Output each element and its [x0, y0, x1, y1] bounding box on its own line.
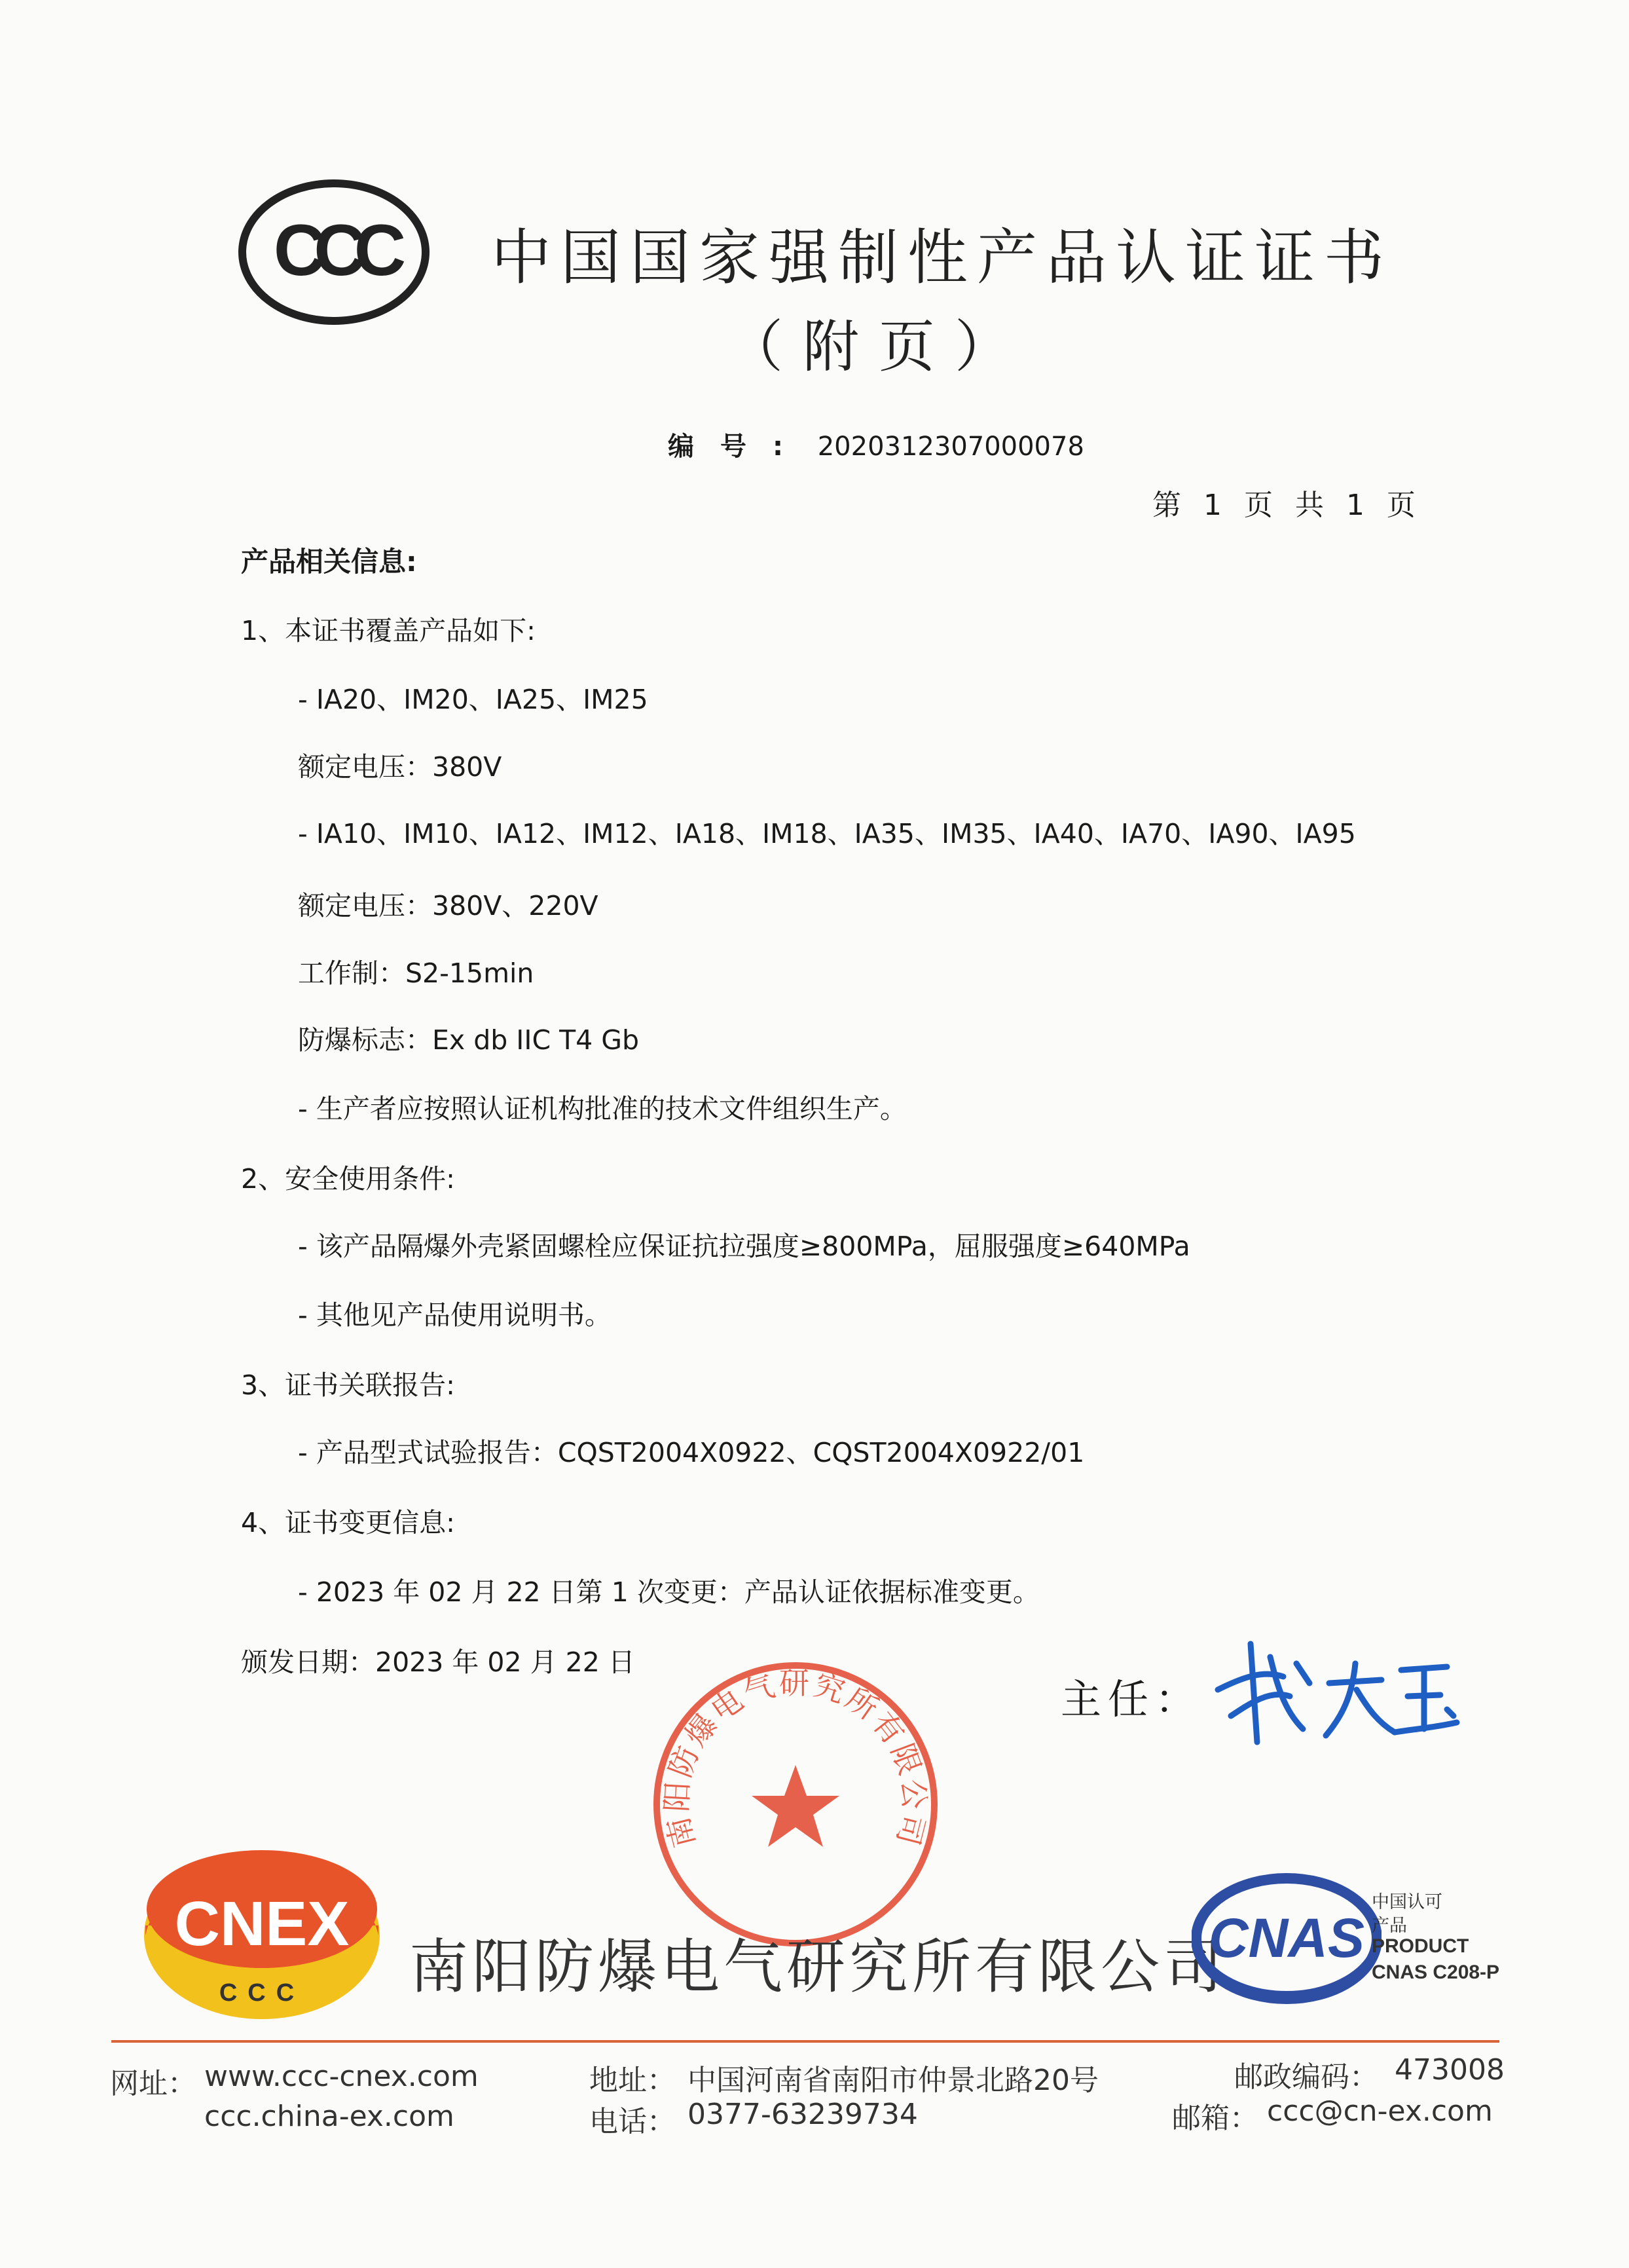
certificate-number [668, 426, 1084, 463]
safety-condition-2: - 其他见产品使用说明书。 [298, 1299, 612, 1331]
company-seal [648, 1657, 943, 1952]
seal-text: 南阳防爆电气研究所有限公司 [658, 1665, 933, 1851]
ex-marking: 防爆标志：Ex db IIC T4 Gb [298, 1024, 640, 1056]
rated-voltage-1: 额定电压：380V [298, 751, 502, 783]
seal-star-icon [752, 1765, 839, 1847]
footer-web-1[interactable]: www.ccc-cnex.com [204, 2060, 479, 2093]
certificate-subtitle: （附页） [727, 314, 1031, 380]
footer-address: 中国河南省南阳市仲景北路20号 [687, 2064, 1099, 2097]
director-label: 主任： [1061, 1675, 1203, 1723]
cnex-logo-subtext: CCC [219, 1979, 305, 2007]
cnas-cn-line-1: 中国认可 [1372, 1892, 1442, 1912]
footer-web-label: 网址： [110, 2067, 196, 2100]
cnas-logo [1192, 1873, 1382, 2004]
item-2-heading: 2、安全使用条件: [241, 1163, 455, 1195]
item-1-heading: 1、本证书覆盖产品如下: [241, 615, 536, 646]
footer-tel: 0377-63239734 [687, 2098, 918, 2131]
certificate-number-label: 编号: [668, 432, 809, 462]
rated-voltage-2: 额定电压：380V、220V [298, 890, 598, 921]
footer-zip-label: 邮政编码： [1234, 2060, 1378, 2094]
item-3-heading: 3、证书关联报告: [241, 1369, 455, 1401]
ccc-logo [236, 177, 432, 327]
cnex-logo-text: CNEX [174, 1889, 350, 1959]
ccc-logo-text: CCC [273, 210, 395, 291]
footer-web-2[interactable]: ccc.china-ex.com [204, 2100, 454, 2133]
footer-zip: 473008 [1395, 2053, 1505, 2087]
footer-email[interactable]: ccc@cn-ex.com [1267, 2094, 1493, 2128]
cnas-cn-line-2: 产品 [1372, 1916, 1407, 1936]
page-info: 第 1 页 共 1 页 [1152, 489, 1422, 522]
safety-condition-1: - 该产品隔爆外壳紧固螺栓应保证抗拉强度≥800MPa，屈服强度≥640MPa [298, 1231, 1190, 1262]
issue-date: 颁发日期：2023 年 02 月 22 日 [241, 1646, 635, 1678]
models-group-1: - IA20、IM20、IA25、IM25 [298, 684, 648, 715]
change-record: - 2023 年 02 月 22 日第 1 次变更：产品认证依据标准变更。 [298, 1576, 1040, 1608]
cnas-en-line-2: CNAS C208-P [1372, 1961, 1500, 1983]
director-signature [1205, 1618, 1467, 1755]
production-note: - 生产者应按照认证机构批准的技术文件组织生产。 [298, 1093, 907, 1125]
footer-email-label: 邮箱： [1172, 2102, 1258, 2135]
test-report: - 产品型式试验报告：CQST2004X0922、CQST2004X0922/01 [298, 1437, 1085, 1468]
cnex-logo [137, 1847, 386, 2024]
certificate-title: 中国国家强制性产品认证证书 [491, 223, 1394, 293]
section-title: 产品相关信息: [241, 546, 417, 578]
footer-address-label: 地址： [589, 2064, 676, 2097]
item-4-heading: 4、证书变更信息: [241, 1507, 455, 1538]
models-group-2: - IA10、IM10、IA12、IM12、IA18、IM18、IA35、IM35、IA40、IA70、IA90、IA95 [298, 818, 1356, 849]
company-name: 南阳防爆电气研究所有限公司 [409, 1933, 1226, 2001]
cnas-logo-text: CNAS [1208, 1907, 1365, 1969]
duty-type: 工作制：S2-15min [298, 957, 534, 989]
footer-divider [111, 2040, 1499, 2043]
footer-tel-label: 电话： [589, 2105, 676, 2138]
cnas-en-line-1: PRODUCT [1372, 1935, 1469, 1957]
certificate-number-value: 2020312307000078 [817, 432, 1084, 462]
